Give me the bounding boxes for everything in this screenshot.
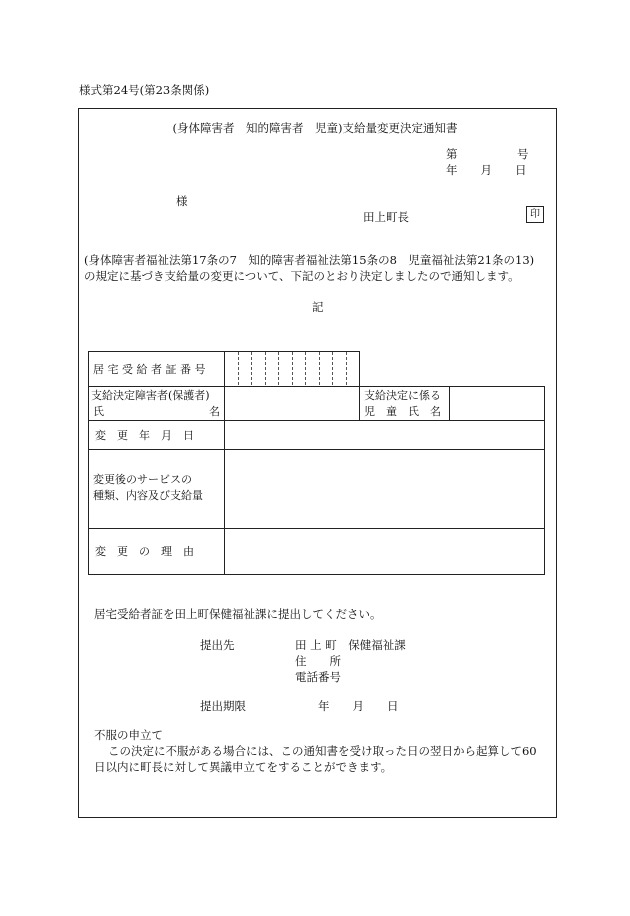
appeal-text-continued: 日以内に町長に対して異議申立てをすることができます。 <box>94 760 393 774</box>
child-name-label: 児 童 氏 名 <box>364 405 441 418</box>
appeal-text: この決定に不服がある場合には、この通知書を受け取った日の翌日から起算して60 <box>108 744 537 758</box>
document-title: (身体障害者 知的障害者 児童)支給量変更決定通知書 <box>172 121 458 135</box>
digit-divider <box>332 352 333 385</box>
reason-label: 変 更 の 理 由 <box>95 545 194 558</box>
digit-divider <box>251 352 252 385</box>
table-line <box>544 386 545 575</box>
table-line <box>88 420 545 421</box>
beneficiary-name-label-right: 名 <box>209 405 220 418</box>
digit-divider <box>319 352 320 385</box>
table-line <box>449 386 450 421</box>
table-line <box>359 351 360 421</box>
service-label-detail: 種類、内容及び支給量 <box>93 489 203 502</box>
issuer-name: 田上町長 <box>363 210 409 224</box>
table-line <box>88 574 545 575</box>
appeal-title: 不服の申立て <box>94 728 163 742</box>
beneficiary-name-label-left: 氏 <box>93 405 104 418</box>
change-date-label: 変 更 年 月 日 <box>95 429 194 442</box>
deadline-label: 提出期限 <box>200 699 246 713</box>
service-label: 変更後のサービスの <box>93 473 192 486</box>
table-line <box>88 351 89 575</box>
document-number-suffix: 号 <box>517 147 529 161</box>
digit-divider <box>305 352 306 385</box>
table-line <box>224 351 225 575</box>
issue-date: 年 月 日 <box>446 163 527 177</box>
legal-basis-line: (身体障害者福祉法第17条の7 知的障害者福祉法第15条の8 児童福祉法第21条の13) <box>84 253 535 267</box>
beneficiary-label: 支給決定障害者(保護者) <box>91 389 210 402</box>
document-number-prefix: 第 <box>446 147 458 161</box>
destination-label: 提出先 <box>200 638 235 652</box>
destination-phone: 電話番号 <box>295 670 341 684</box>
deadline-date: 年 月 日 <box>318 699 399 713</box>
digit-divider <box>292 352 293 385</box>
ki-heading: 記 <box>312 300 324 314</box>
submission-instruction: 居宅受給者証を田上町保健福祉課に提出してください。 <box>94 607 382 621</box>
seal-mark: 印 <box>526 206 544 223</box>
table-line <box>88 528 545 529</box>
notification-statement: の規定に基づき支給量の変更について、下記のとおり決定しましたので通知します。 <box>84 269 520 283</box>
digit-divider <box>265 352 266 385</box>
form-code: 様式第24号(第23条関係) <box>79 83 210 97</box>
destination-name: 田 上 町 保健福祉課 <box>295 638 406 652</box>
recipient-honorific: 様 <box>176 194 188 208</box>
child-label: 支給決定に係る <box>364 389 441 402</box>
digit-divider <box>346 352 347 385</box>
table-line <box>88 449 545 450</box>
digit-divider <box>238 352 239 385</box>
destination-address: 住 所 <box>295 654 341 668</box>
digit-divider <box>278 352 279 385</box>
cert-number-label: 居 宅 受 給 者 証 番 号 <box>93 363 206 376</box>
table-line <box>88 386 545 387</box>
